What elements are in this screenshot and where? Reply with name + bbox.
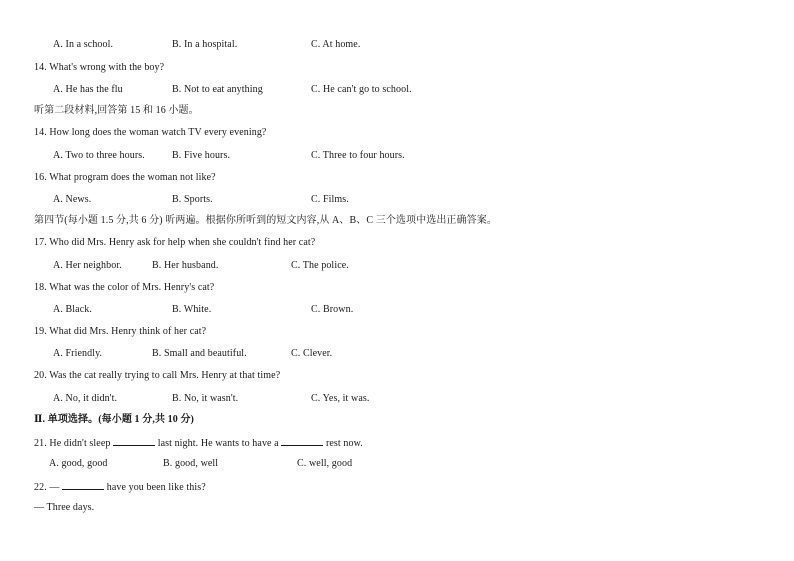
q18-question: 18. What was the color of Mrs. Henry's cat? [34, 282, 215, 293]
q16-option-c: C. Films. [311, 194, 349, 205]
q19-option-c: C. Clever. [291, 348, 333, 359]
q20-question: 20. Was the cat really trying to call Mrs. Henry at that time? [34, 370, 281, 381]
q15-option-b: B. Five hours. [172, 150, 231, 161]
q20-option-b: B. No, it wasn't. [172, 393, 239, 404]
q14-option-b: B. Not to eat anything [172, 84, 263, 95]
q14-option-a: A. He has the flu [53, 84, 123, 95]
q22-answer: — Three days. [34, 502, 95, 513]
q21-option-b: B. good, well [163, 458, 219, 469]
q15-question: 14. How long does the woman watch TV every evening? [34, 127, 267, 138]
q18-option-b: B. White. [172, 304, 212, 315]
q14-option-c: C. He can't go to school. [311, 84, 412, 95]
q21-option-a: A. good, good [49, 458, 108, 469]
q16-option-b: B. Sports. [172, 194, 213, 205]
q15-option-c: C. Three to four hours. [311, 150, 405, 161]
q13-option-c: C. At home. [311, 39, 361, 50]
q21-option-c: C. well, good [297, 458, 353, 469]
q15-option-a: A. Two to three hours. [53, 150, 145, 161]
part2-heading: Ⅱ. 单项选择。(每小题 1 分,共 10 分) [34, 414, 194, 425]
q18-option-a: A. Black. [53, 304, 92, 315]
q21-suffix: rest now. [325, 438, 363, 449]
q22-blank [62, 480, 104, 490]
q21-middle: last night. He wants to have a [157, 438, 279, 449]
q22-suffix: have you been like this? [106, 482, 206, 493]
q22-prefix: 22. — [34, 482, 60, 493]
q20-option-c: C. Yes, it was. [311, 393, 370, 404]
q17-option-b: B. Her husband. [152, 260, 219, 271]
q14-question: 14. What's wrong with the boy? [34, 62, 165, 73]
q21-blank-2 [281, 436, 323, 446]
q17-question: 17. Who did Mrs. Henry ask for help when she couldn't find her cat? [34, 237, 316, 248]
q13-option-b: B. In a hospital. [172, 39, 238, 50]
q22-question [34, 480, 206, 494]
q19-option-a: A. Friendly. [53, 348, 103, 359]
q17-option-a: A. Her neighbor. [53, 260, 122, 271]
q17-option-c: C. The police. [291, 260, 349, 271]
q18-option-c: C. Brown. [311, 304, 354, 315]
q21-question [34, 436, 363, 450]
q19-question: 19. What did Mrs. Henry think of her cat? [34, 326, 207, 337]
section2-instruction: 听第二段材料,回答第 15 和 16 小题。 [34, 105, 199, 116]
section4-instruction: 第四节(每小题 1.5 分,共 6 分) 听两遍。根据你所听到的短文内容,从 A、B、C 三个选项中选出正确答案。 [34, 215, 497, 226]
q16-question: 16. What program does the woman not like? [34, 172, 216, 183]
q13-option-a: A. In a school. [53, 39, 114, 50]
q21-blank-1 [113, 436, 155, 446]
q19-option-b: B. Small and beautiful. [152, 348, 247, 359]
q21-prefix: 21. He didn't sleep [34, 438, 111, 449]
q16-option-a: A. News. [53, 194, 92, 205]
q20-option-a: A. No, it didn't. [53, 393, 118, 404]
